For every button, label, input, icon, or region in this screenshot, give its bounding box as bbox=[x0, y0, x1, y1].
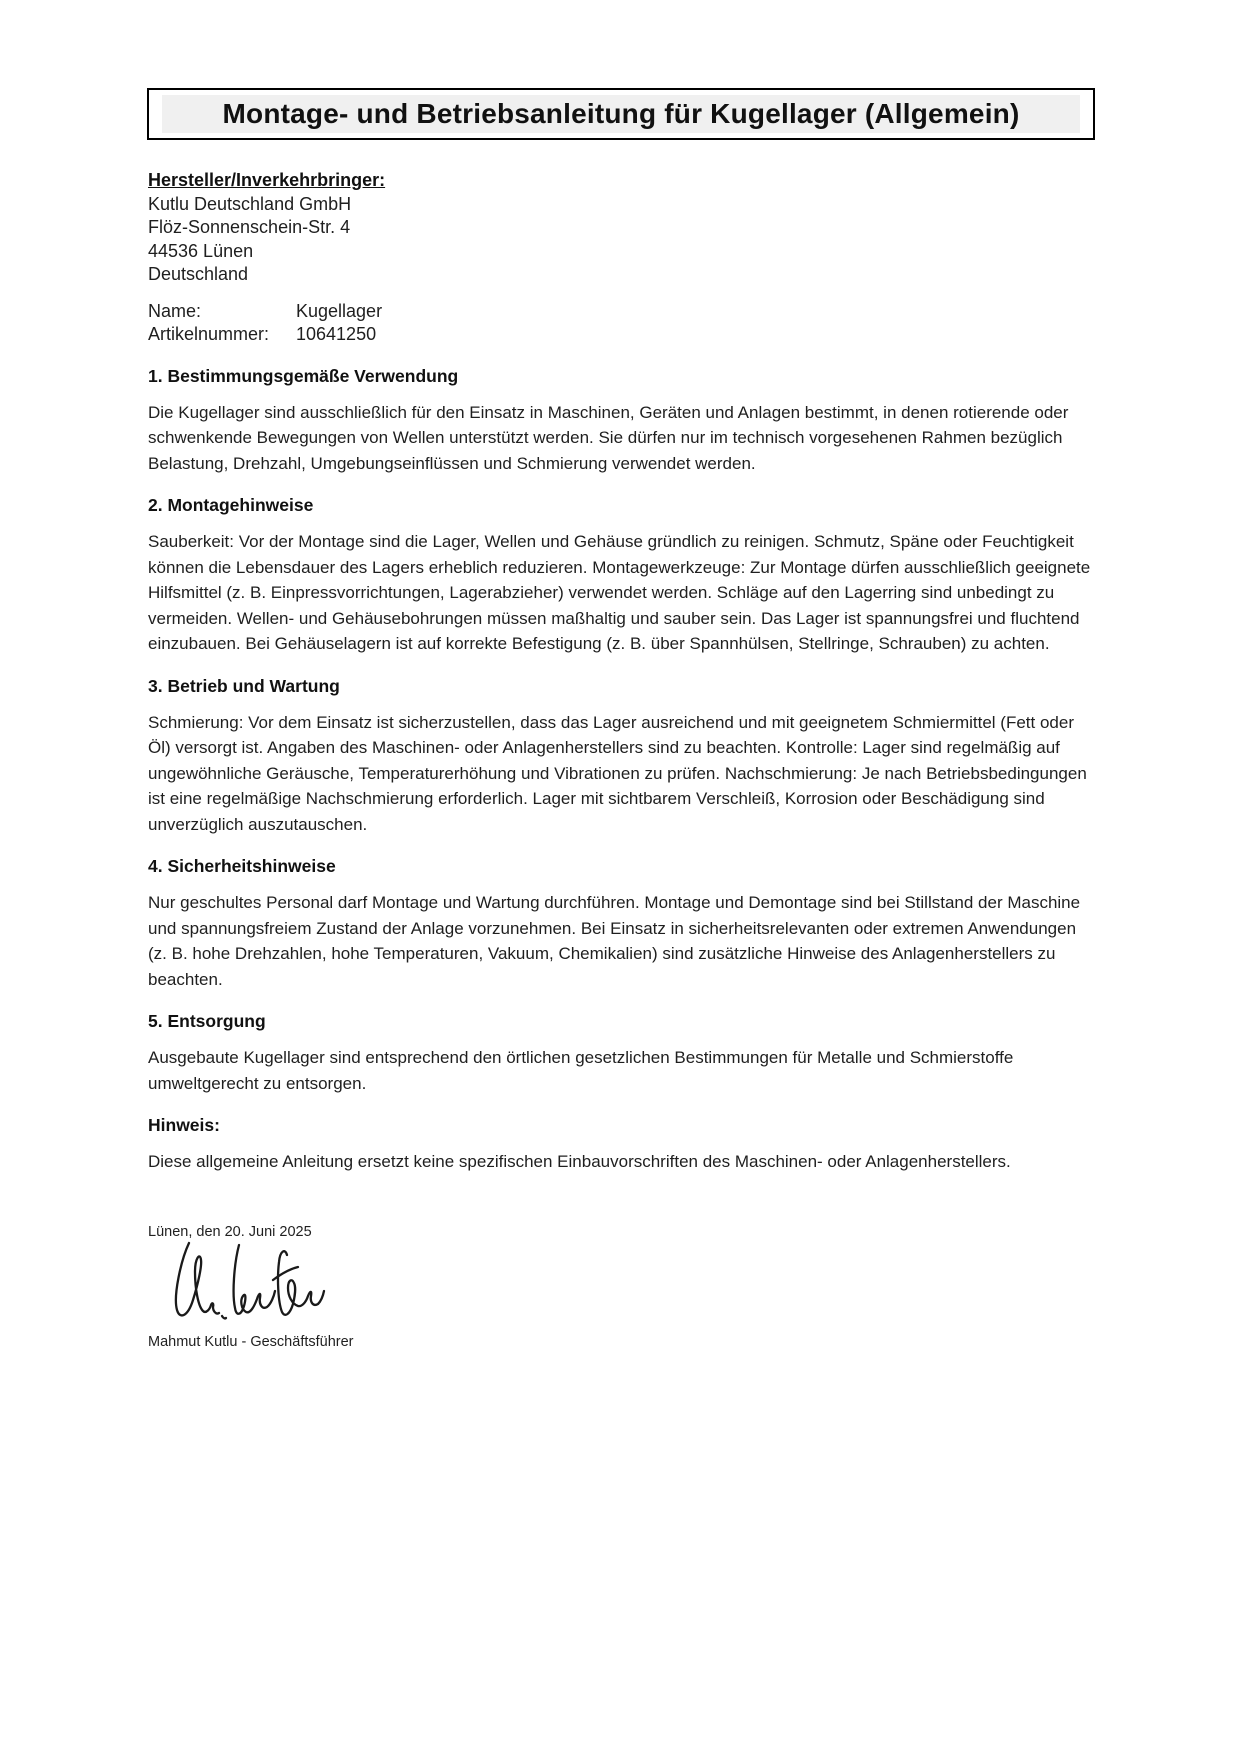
product-number-value: 10641250 bbox=[296, 324, 377, 344]
product-info-table bbox=[148, 300, 1095, 347]
section-4-body: Nur geschultes Personal darf Montage und Wartung durchführen. Montage und Demontage sind bei Stillstand der Maschine und spannungsfreiem Zustand der Anlage vorzunehmen. Bei Einsatz in sicherheitsrelevanten oder extremen Anwendungen (z. B. hohe Drehzahlen, hohe Temperaturen, Vakuum, Chemikalien) sind zusätzliche Hinweise des Anlagenherstellers zu beachten. bbox=[148, 893, 1081, 989]
manufacturer-city: 44536 Lünen bbox=[148, 240, 254, 261]
section-3-body: Schmierung: Vor dem Einsatz ist sicherzustellen, dass das Lager ausreichend und mit geeignetem Schmiermittel (Fett oder Öl) versorgt ist. Angaben des Maschinen- oder Anlagenherstellers sind zu beachten. Kontrolle: Lager sind regelmäßig auf ungewöhnliche Geräusche, Temperaturerhöhung und Vibrationen zu prüfen. Nachschmierung: Je nach Betriebsbedingungen ist eine regelmäßige Nachschmierung erforderlich. Lager mit sichtbarem Verschleiß, Korrosion oder Beschädigung sind unverzüglich auszutauschen. bbox=[148, 712, 1087, 834]
section-5-heading: 5. Entsorgung bbox=[148, 1011, 266, 1031]
manufacturer-country: Deutschland bbox=[148, 264, 249, 284]
signature-block bbox=[148, 1222, 1095, 1352]
product-number-row bbox=[148, 323, 1095, 347]
product-name-row bbox=[148, 300, 1095, 324]
handwritten-signature-icon bbox=[172, 1236, 332, 1331]
note-body: Diese allgemeine Anleitung ersetzt keine spezifischen Einbauvorschriften des Maschinen- oder Anlagenherstellers. bbox=[148, 1152, 1011, 1171]
product-name-value: Kugellager bbox=[296, 300, 383, 321]
section-3-heading: 3. Betrieb und Wartung bbox=[148, 675, 340, 696]
product-name-label: Name: bbox=[148, 300, 202, 321]
manufacturer-heading: Hersteller/Inverkehrbringer: bbox=[148, 170, 386, 190]
manufacturer-street: Flöz-Sonnenschein-Str. 4 bbox=[148, 217, 351, 237]
note-heading: Hinweis: bbox=[148, 1115, 220, 1135]
section-4-heading: 4. Sicherheitshinweise bbox=[148, 856, 336, 876]
section-1-body: Die Kugellager sind ausschließlich für den Einsatz in Maschinen, Geräten und Anlagen bestimmt, in denen rotierende oder schwenkende Bewegungen von Wellen unterstützt werden. Sie dürfen nur im technisch vorgesehenen Rahmen bezüglich Belastung, Drehzahl, Umgebungseinflüssen und Schmierung verwendet werden. bbox=[148, 402, 1069, 473]
section-1-heading: 1. Bestimmungsgemäße Verwendung bbox=[148, 365, 459, 386]
section-2-body: Sauberkeit: Vor der Montage sind die Lager, Wellen und Gehäuse gründlich zu reinigen. Schmutz, Späne oder Feuchtigkeit können die Lebensdauer des Lagers erheblich reduzieren. Montagewerkzeuge: Zur Montage dürfen ausschließlich geeignete Hilfsmittel (z. B. Einpressvorrichtungen, Lagerabzieher) verwendet werden. Schläge auf den Lagerring sind unbedingt zu vermeiden. Wellen- und Gehäusebohrungen müssen maßhaltig und sauber sein. Das Lager ist spannungsfrei und fluchtend einzubauen. Bei Gehäuselagern ist auf korrekte Befestigung (z. B. über Spannhülsen, Stellringe, Schrauben) zu achten. bbox=[148, 532, 1091, 653]
manufacturer-name: Kutlu Deutschland GmbH bbox=[148, 193, 352, 214]
section-2-heading: 2. Montagehinweise bbox=[148, 495, 314, 515]
section-5-body: Ausgebaute Kugellager sind entsprechend den örtlichen gesetzlichen Bestimmungen für Metalle und Schmierstoffe umweltgerecht zu entsorgen. bbox=[148, 1048, 1014, 1093]
document-title-box bbox=[147, 88, 1095, 140]
product-number-label: Artikelnummer: bbox=[148, 324, 270, 344]
document-title: Montage- und Betriebsanleitung für Kugellager (Allgemein) bbox=[162, 95, 1080, 133]
date-line: Lünen, den 20. Juni 2025 bbox=[148, 1223, 312, 1240]
signer-name: Mahmut Kutlu - Geschäftsführer bbox=[148, 1333, 354, 1350]
document-content bbox=[148, 169, 1095, 1352]
